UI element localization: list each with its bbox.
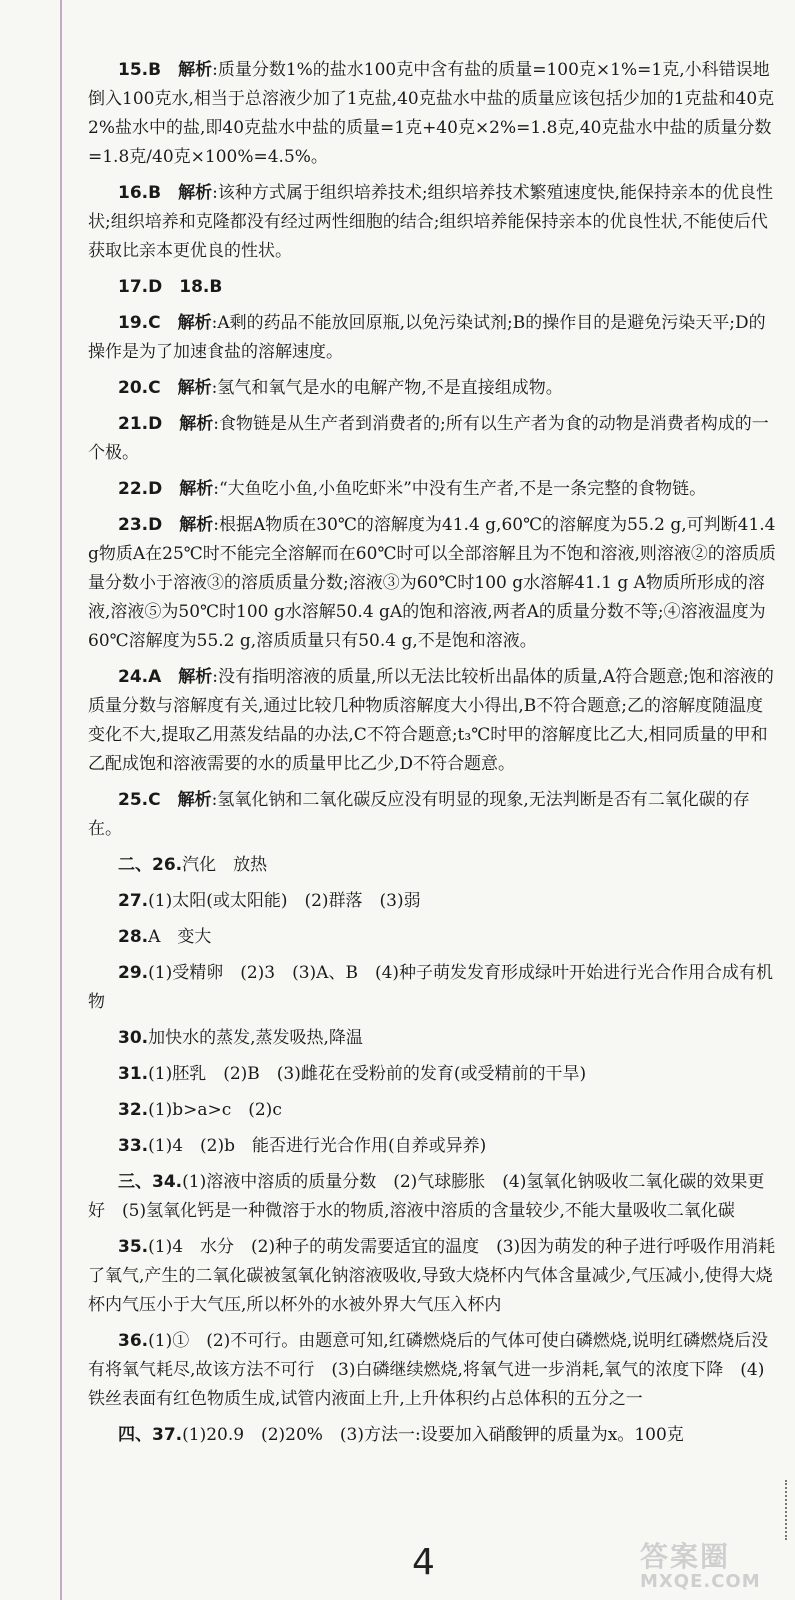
answer-item [88,179,778,266]
analysis-label: 解析 [177,378,212,398]
section-prefix: 三、 [118,1172,152,1192]
answer-text: (1)① (2)不可行。由题意可知,红磷燃烧后的气体可使白磷燃烧,说明红磷燃烧后没有将氧气耗尽,故该方法不可行 (3)白磷继续燃烧,将氧气进一步消耗,氧气的浓度下降 (4)铁丝表面有红色物质生成,试管内液面上升,上升体积约占总体积的五分之一 [88,1331,769,1409]
answer-text: :该种方式属于组织培养技术;组织培养技术繁殖速度快,能保持亲本的优良性状;组织培养和克隆都没有经过两性细胞的结合;组织培养能保持亲本的优良性状,不能使后代获取比亲本更优良的性状。 [88,183,773,261]
watermark-line2: MXQE.COM [640,1571,761,1592]
question-number: 23. [118,515,149,535]
answer-text: :食物链是从生产者到消费者的;所有以生产者为食的动物是消费者构成的一个极。 [88,414,769,463]
section-prefix: 四、 [118,1425,152,1445]
question-number: 31. [118,1064,149,1084]
answer-choice: B [209,277,223,297]
question-number: 17. [118,277,149,297]
analysis-label: 解析 [177,790,212,810]
answer-choice: D [148,515,163,535]
answer-item [88,851,778,880]
answer-choice: D [148,414,163,434]
watermark-line1: 答案圈 [640,1540,731,1573]
analysis-label: 解析 [178,60,213,80]
question-number: 26. [152,855,183,875]
question-number: 29. [118,963,149,983]
question-number: 34. [152,1172,183,1192]
section-prefix: 二、 [118,855,152,875]
answer-item [88,273,778,302]
answer-text: (1)太阳(或太阳能) (2)群落 (3)弱 [148,891,421,911]
answer-item [88,1024,778,1053]
answer-item [88,475,778,504]
answer-choice: C [148,790,161,810]
answer-text: (1)4 (2)b 能否进行光合作用(自养或异养) [148,1136,487,1156]
margin-line [60,0,62,1600]
answer-text: A 变大 [148,927,212,947]
question-number: 30. [118,1028,149,1048]
answer-choice: C [148,313,161,333]
answer-choice: D [148,479,163,499]
answer-item [88,786,778,844]
answer-text: (1)20.9 (2)20% (3)方法一:设要加入硝酸钾的质量为x。100克 [182,1425,684,1445]
answer-text: (1)胚乳 (2)B (3)雌花在受粉前的发育(或受精前的干旱) [148,1064,587,1084]
answer-choice: D [148,277,163,297]
question-number: 36. [118,1331,149,1351]
question-number: 28. [118,927,149,947]
answer-choice: B [148,183,162,203]
analysis-label: 解析 [179,479,214,499]
answer-choice: C [148,378,161,398]
page-number: 4 [412,1542,435,1583]
answer-content [88,56,778,1457]
question-number: 22. [118,479,149,499]
answer-item [88,410,778,468]
answer-text: 加快水的蒸发,蒸发吸热,降温 [148,1028,363,1048]
answer-text: 汽化 放热 [182,855,268,875]
question-number: 19. [118,313,149,333]
analysis-label: 解析 [178,183,213,203]
answer-item [88,1327,778,1414]
answer-text: :没有指明溶液的质量,所以无法比较析出晶体的质量,A符合题意;饱和溶液的质量分数与溶解度有关,通过比较几种物质溶解度大小得出,B不符合题意;乙的溶解度随温度变化不大,提取乙用蒸发结晶的办法,C不符合题意;t₃℃时甲的溶解度比乙大,相同质量的甲和乙配成饱和溶液需要的水的质量甲比乙少,D不符合题意。 [88,667,774,774]
answer-text: :A剩的药品不能放回原瓶,以免污染试剂;B的操作目的是避免污染天平;D的操作是为了加速食盐的溶解速度。 [88,313,766,362]
answer-text: (1)受精卵 (2)3 (3)A、B (4)种子萌发发育形成绿叶开始进行光合作用合成有机物 [88,963,774,1012]
question-number: 24. [118,667,149,687]
answer-text: :质量分数1%的盐水100克中含有盐的质量=100克×1%=1克,小科错误地倒入100克水,相当于总溶液少加了1克盐,40克盐水中盐的质量应该包括少加的1克盐和40克2%盐水中的盐,即40克盐水中盐的质量=1克+40克×2%=1.8克,40克盐水中盐的质量分数=1.8克/40克×100%=4.5%。 [88,60,775,167]
answer-item [88,1060,778,1089]
answer-text: (1)溶液中溶质的质量分数 (2)气球膨胀 (4)氢氧化钠吸收二氧化碳的效果更好 (5)氢氧化钙是一种微溶于水的物质,溶液中溶质的含量较少,不能大量吸收二氧化碳 [88,1172,765,1221]
question-number: 20. [118,378,149,398]
question-number: 21. [118,414,149,434]
question-number: 25. [118,790,149,810]
answer-text: :氢气和氧气是水的电解产物,不是直接组成物。 [211,378,563,398]
analysis-label: 解析 [179,515,214,535]
answer-text: :根据A物质在30℃的溶解度为41.4 g,60℃的溶解度为55.2 g,可判断41.4 g物质A在25℃时不能完全溶解而在60℃时可以全部溶解且为不饱和溶液,则溶液②的溶质质量分数小于溶液③的溶质质量分数;溶液③为60℃时100 g水溶解41.1 g A物质所形成的溶液,溶液⑤为50℃时100 g水溶解50.4 gA的饱和溶液,两者A的质量分数不等;④溶液温度为60℃溶解度为55.2 g,溶质质量只有50.4 g,不是饱和溶液。 [88,515,776,651]
answer-item [88,923,778,952]
answer-item [88,887,778,916]
answer-item [88,1421,778,1450]
analysis-label: 解析 [178,667,213,687]
analysis-label: 解析 [177,313,212,333]
answer-item [88,309,778,367]
answer-text: (1)4 水分 (2)种子的萌发需要适宜的温度 (3)因为萌发的种子进行呼吸作用消耗了氧气,产生的二氧化碳被氢氧化钠溶液吸收,导致大烧杯内气体含量减少,气压减小,使得大烧杯内气压小于大气压,所以杯外的水被外界大气压入杯内 [88,1237,776,1315]
answer-item [88,1233,778,1320]
answer-choice: A [148,667,162,687]
watermark-logo [640,1535,790,1595]
answer-text: :“大鱼吃小鱼,小鱼吃虾米”中没有生产者,不是一条完整的食物链。 [213,479,707,499]
question-number: 33. [118,1136,149,1156]
answer-item [88,374,778,403]
question-number: 35. [118,1237,149,1257]
answer-item [88,1096,778,1125]
answer-item [88,511,778,656]
answer-item [88,663,778,779]
answer-item [88,1132,778,1161]
answer-text: (1)b>a>c (2)c [148,1100,282,1120]
answer-item [88,959,778,1017]
question-number: 37. [152,1425,183,1445]
analysis-label: 解析 [179,414,214,434]
question-number: 32. [118,1100,149,1120]
answer-item [88,1168,778,1226]
answer-choice: B [148,60,162,80]
question-number: 16. [118,183,149,203]
binding-dots [785,1480,789,1540]
answer-text: :氢氧化钠和二氧化碳反应没有明显的现象,无法判断是否有二氧化碳的存在。 [88,790,750,839]
answer-item [88,56,778,172]
question-number: 27. [118,891,149,911]
question-number: 18. [179,277,210,297]
question-number: 15. [118,60,149,80]
